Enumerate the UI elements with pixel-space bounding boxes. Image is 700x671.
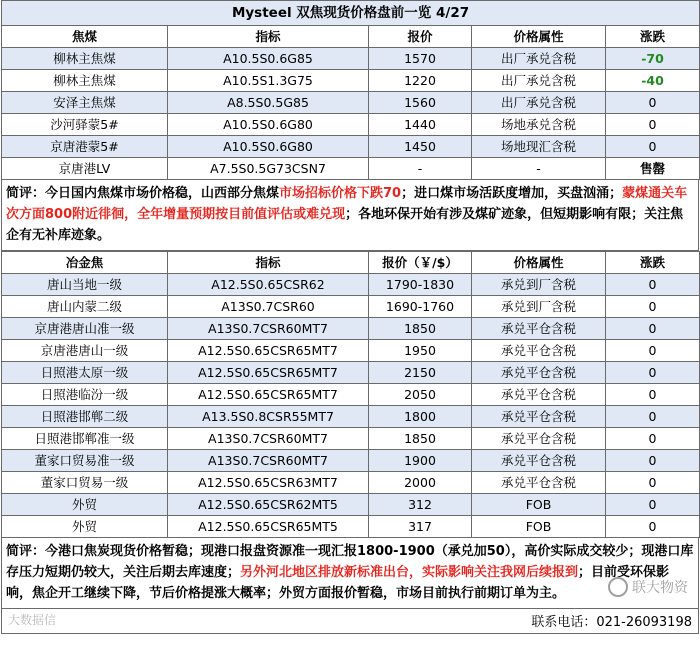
table-cell: 0 (606, 472, 700, 494)
table-row (2, 136, 700, 158)
met-coke-header-row (2, 252, 700, 274)
contact-phone: 联系电话：021-26093198 (531, 615, 692, 630)
table-row (2, 274, 700, 296)
table-cell: A13S0.7CSR60MT7 (168, 450, 369, 472)
comment-segment: 蒙煤通关车次方面800附近徘徊，全年增量预期按目前值评估或难兑现 (6, 186, 688, 222)
watermark-right (608, 577, 688, 597)
table-cell: 承兑平仓含税 (472, 340, 606, 362)
table-row (2, 428, 700, 450)
table-cell: 0 (606, 114, 700, 136)
table-cell: 出厂承兑含税 (472, 70, 606, 92)
comment-segment: 简评：今日国内焦煤市场价格稳，山西部分焦煤 (6, 186, 280, 201)
column-header: 指标 (168, 252, 369, 274)
met-coke-comment (1, 538, 699, 609)
table-cell: A12.5S0.65CSR63MT7 (168, 472, 369, 494)
table-cell: 1900 (369, 450, 472, 472)
column-header: 价格属性 (472, 252, 606, 274)
table-row (2, 92, 700, 114)
table-cell: A10.5S0.6G85 (168, 48, 369, 70)
table-cell: 唐山当地一级 (2, 274, 168, 296)
table-cell: 外贸 (2, 494, 168, 516)
table-cell: A10.5S0.6G80 (168, 136, 369, 158)
table-cell: 1570 (369, 48, 472, 70)
table-cell: 0 (606, 516, 700, 538)
table-cell: 日照港邯郸二级 (2, 406, 168, 428)
table-cell: 0 (606, 136, 700, 158)
table-cell: 1560 (369, 92, 472, 114)
table-cell: A13S0.7CSR60 (168, 296, 369, 318)
table-cell: 安泽主焦煤 (2, 92, 168, 114)
table-cell: 承兑平仓含税 (472, 428, 606, 450)
table-cell: 承兑到厂含税 (472, 296, 606, 318)
table-cell: 1800 (369, 406, 472, 428)
table-cell: 出厂承兑含税 (472, 48, 606, 70)
column-header: 报价（￥/$） (369, 252, 472, 274)
table-cell: 京唐港蒙5# (2, 136, 168, 158)
table-row (2, 472, 700, 494)
comment-segment: ；各地环保开始有涉及煤矿迹象，但短期影响有限；关注焦企有无补库迹象。 (6, 207, 684, 243)
table-cell: - (472, 158, 606, 180)
table-cell: 2150 (369, 362, 472, 384)
table-cell: 承兑平仓含税 (472, 472, 606, 494)
table-cell: 1440 (369, 114, 472, 136)
table-cell: 承兑平仓含税 (472, 362, 606, 384)
table-cell: 场地承兑含税 (472, 114, 606, 136)
table-cell: 京唐港LV (2, 158, 168, 180)
table-cell: A10.5S0.6G80 (168, 114, 369, 136)
table-cell: 0 (606, 384, 700, 406)
table-cell: 2050 (369, 384, 472, 406)
comment-segment: 另外河北地区排放新标准出台，实际影响关注我网后续报到 (240, 565, 579, 580)
table-cell: 0 (606, 340, 700, 362)
table-row (2, 158, 700, 180)
column-header: 冶金焦 (2, 252, 168, 274)
column-header: 涨跌 (606, 26, 700, 48)
column-header: 涨跌 (606, 252, 700, 274)
table-cell: 0 (606, 362, 700, 384)
table-cell: 承兑平仓含税 (472, 450, 606, 472)
coking-coal-table (1, 0, 700, 180)
table-cell: 出厂承兑含税 (472, 92, 606, 114)
table-cell: 沙河驿蒙5# (2, 114, 168, 136)
table-cell: 外贸 (2, 516, 168, 538)
table-row (2, 340, 700, 362)
coking-coal-comment (1, 180, 699, 251)
table-cell: A13.5S0.8CSR55MT7 (168, 406, 369, 428)
table-cell: -70 (606, 48, 700, 70)
table-cell: 承兑平仓含税 (472, 318, 606, 340)
table-cell: A10.5S1.3G75 (168, 70, 369, 92)
table-cell: 1850 (369, 318, 472, 340)
table-cell: FOB (472, 494, 606, 516)
table-row (2, 494, 700, 516)
column-header: 指标 (168, 26, 369, 48)
table-row (2, 318, 700, 340)
table-cell: 0 (606, 296, 700, 318)
table-cell: -40 (606, 70, 700, 92)
table-cell: 日照港临汾一级 (2, 384, 168, 406)
table-row (2, 384, 700, 406)
comment-segment: ；进口煤市场活跃度增加，买盘汹涌； (401, 186, 623, 201)
page-title: Mysteel 双焦现货价格盘前一览 4/27 (2, 1, 700, 26)
table-cell: 1950 (369, 340, 472, 362)
table-cell: 0 (606, 274, 700, 296)
table-cell: A12.5S0.65CSR62MT5 (168, 494, 369, 516)
table-cell: A12.5S0.65CSR62 (168, 274, 369, 296)
table-cell: 2000 (369, 472, 472, 494)
table-cell: 317 (369, 516, 472, 538)
wechat-icon (608, 577, 628, 597)
watermark-right-text: 联大物资 (632, 580, 688, 596)
table-cell: 日照港邯郸准一级 (2, 428, 168, 450)
table-cell: 场地现汇含税 (472, 136, 606, 158)
table-cell: 京唐港唐山准一级 (2, 318, 168, 340)
table-cell: 柳林主焦煤 (2, 70, 168, 92)
table-cell: 柳林主焦煤 (2, 48, 168, 70)
table-cell: 0 (606, 428, 700, 450)
table-cell: 承兑到厂含税 (472, 274, 606, 296)
table-cell: A13S0.7CSR60MT7 (168, 428, 369, 450)
table-cell: 1690-1760 (369, 296, 472, 318)
table-cell: 京唐港唐山一级 (2, 340, 168, 362)
table-cell: A12.5S0.65CSR65MT7 (168, 362, 369, 384)
table-cell: 0 (606, 406, 700, 428)
table-cell: 0 (606, 318, 700, 340)
table-cell: 0 (606, 92, 700, 114)
table-cell: A12.5S0.65CSR65MT5 (168, 516, 369, 538)
table-row (2, 48, 700, 70)
column-header: 报价 (369, 26, 472, 48)
met-coke-table (1, 251, 700, 538)
table-row (2, 406, 700, 428)
table-cell: 1790-1830 (369, 274, 472, 296)
table-cell: 董家口贸易准一级 (2, 450, 168, 472)
table-cell: 0 (606, 494, 700, 516)
table-row (2, 70, 700, 92)
column-header: 焦煤 (2, 26, 168, 48)
table-cell: 0 (606, 450, 700, 472)
table-cell: 1450 (369, 136, 472, 158)
table-cell: 承兑平仓含税 (472, 406, 606, 428)
table-cell: 售罄 (606, 158, 700, 180)
table-cell: 唐山内蒙二级 (2, 296, 168, 318)
table-cell: A7.5S0.5G73CSN7 (168, 158, 369, 180)
price-sheet (1, 0, 699, 634)
table-row (2, 296, 700, 318)
comment-segment: 市场招标价格下跌70 (279, 186, 402, 201)
table-cell: A8.5S0.5G85 (168, 92, 369, 114)
table-cell: 董家口贸易一级 (2, 472, 168, 494)
table-cell: - (369, 158, 472, 180)
comment-segment: ；目前受环保影响，焦企开工继续下降，节后价格提涨大概率；外贸方面报价暂稳，市场目前执行前期订单为主。 (6, 565, 670, 601)
column-header: 价格属性 (472, 26, 606, 48)
table-row (2, 114, 700, 136)
table-cell: A12.5S0.65CSR65MT7 (168, 384, 369, 406)
table-row (2, 362, 700, 384)
table-cell: A13S0.7CSR60MT7 (168, 318, 369, 340)
table-cell: 日照港太原一级 (2, 362, 168, 384)
table-cell: 312 (369, 494, 472, 516)
table-row (2, 516, 700, 538)
table-cell: FOB (472, 516, 606, 538)
comment-segment: 简评：今港口焦炭现货价格暂稳；现港口报盘资源准一现汇报1800-1900（承兑加50），高价实际成交较少；现港口库存压力短期仍较大，关注后期去库速度； (6, 544, 694, 580)
table-cell: A12.5S0.65CSR65MT7 (168, 340, 369, 362)
table-row (2, 450, 700, 472)
table-cell: 1850 (369, 428, 472, 450)
coking-coal-header-row (2, 26, 700, 48)
watermark-left: 大数据信 (8, 613, 57, 627)
table-cell: 1220 (369, 70, 472, 92)
table-cell: 承兑平仓含税 (472, 384, 606, 406)
